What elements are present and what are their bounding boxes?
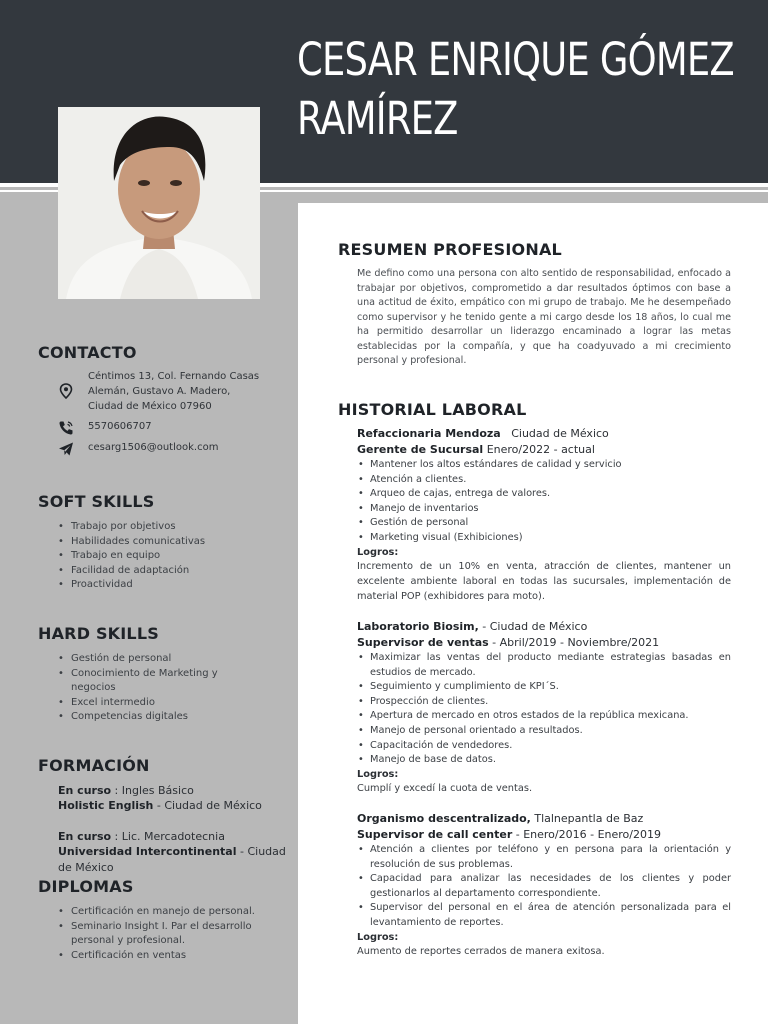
education-location: - Ciudad de México <box>58 845 286 874</box>
list-item: • Habilidades comunicativas <box>56 535 256 550</box>
list-item: • Atención a clientes por teléfono y en persona para la orientación y resolución de sus problemas. <box>357 843 731 872</box>
list-item: • Capacitación de vendedores. <box>357 739 731 754</box>
education-entry <box>58 783 288 814</box>
contact-phone-row <box>58 419 278 435</box>
job-achievements: Incremento de un 10% en venta, atracción de clientes, mantener un excelente ambiente laboral en todas las sucursales, implementación de material POP (exhibidores para moto). <box>357 561 731 602</box>
list-item: • Gestión de personal <box>56 652 231 667</box>
education-course: Lic. Mercadotecnia <box>121 830 225 843</box>
separator: : <box>111 830 122 843</box>
list-item: • Conocimiento de Marketing y negocios <box>56 667 231 696</box>
education-school: Universidad Intercontinental <box>58 845 237 859</box>
candidate-name <box>297 30 734 148</box>
achievements-label: Logros: <box>357 546 399 558</box>
list-item: • Prospección de clientes. <box>357 695 731 710</box>
candidate-name-line2: RAMÍREZ <box>297 92 458 145</box>
education-title: FORMACIÓN <box>38 756 150 775</box>
profile-photo <box>58 107 260 299</box>
job-role: Supervisor de call center <box>357 828 513 841</box>
hard-skills-title: HARD SKILLS <box>38 624 159 643</box>
contact-section-title: CONTACTO <box>38 343 137 362</box>
list-item: • Seminario Insight I. Par el desarrollo personal y profesional. <box>56 920 256 949</box>
list-item: • Trabajo en equipo <box>56 549 256 564</box>
list-item: • Facilidad de adaptación <box>56 564 256 579</box>
list-item: • Manejo de personal orientado a resultados. <box>357 724 731 739</box>
job-tasks <box>357 651 731 768</box>
job-city: - Ciudad de México <box>478 620 588 633</box>
contact-phone[interactable]: 5570606707 <box>88 421 152 432</box>
education-location: - Ciudad de México <box>153 799 262 813</box>
list-item: • Maximizar las ventas del producto mediante estrategias basadas en estudios de mercado. <box>357 651 731 680</box>
job-city: Ciudad de México <box>500 427 609 440</box>
achievements-label: Logros: <box>357 768 399 780</box>
list-item: • Gestión de personal <box>357 516 731 531</box>
job-entry <box>357 811 731 960</box>
list-item: • Apertura de mercado en otros estados de la república mexicana. <box>357 709 731 724</box>
list-item: • Certificación en manejo de personal. <box>56 905 256 920</box>
job-achievements: Aumento de reportes cerrados de manera exitosa. <box>357 946 605 958</box>
job-role: Supervisor de ventas <box>357 636 489 649</box>
work-history-title: HISTORIAL LABORAL <box>338 400 527 419</box>
list-item: • Competencias digitales <box>56 710 231 725</box>
list-item: • Mantener los altos estándares de calidad y servicio <box>357 458 731 473</box>
list-item: • Atención a clientes. <box>357 473 731 488</box>
education-school: Holistic English <box>58 799 154 813</box>
contact-email-row <box>58 440 278 456</box>
list-item: • Marketing visual (Exhibiciones) <box>357 531 731 546</box>
paper-plane-icon <box>58 441 74 457</box>
job-city: Tlalnepantla de Baz <box>530 812 644 825</box>
job-company: Laboratorio Biosim, <box>357 620 479 633</box>
address-line: Céntimos 13, Col. Fernando Casas <box>88 371 260 382</box>
education-course: Ingles Básico <box>121 784 194 797</box>
list-item: • Trabajo por objetivos <box>56 520 256 535</box>
diplomas-list <box>56 905 256 963</box>
job-entry <box>357 619 731 797</box>
list-item: • Proactividad <box>56 578 256 593</box>
list-item: • Manejo de inventarios <box>357 502 731 517</box>
diplomas-title: DIPLOMAS <box>38 877 134 896</box>
job-dates: Enero/2022 - actual <box>483 443 595 456</box>
soft-skills-title: SOFT SKILLS <box>38 492 155 511</box>
education-entry <box>58 829 288 875</box>
list-item: • Certificación en ventas <box>56 949 256 964</box>
achievements-label: Logros: <box>357 931 399 943</box>
job-tasks <box>357 458 731 546</box>
job-achievements: Cumplí y excedí la cuota de ventas. <box>357 783 533 795</box>
list-item: • Excel intermedio <box>56 696 231 711</box>
job-tasks <box>357 843 731 931</box>
separator: : <box>111 784 122 797</box>
summary-title: RESUMEN PROFESIONAL <box>338 240 562 259</box>
job-dates: - Enero/2016 - Enero/2019 <box>512 828 661 841</box>
job-company: Organismo descentralizado, <box>357 812 531 825</box>
summary-text: Me defino como una persona con alto sentido de responsabilidad, enfocado a trabajar por objetivos, comprometido a dar resultados óptimos con base a una actitud de éxito, empático con mi grupo de trabajo. Me he desempeñado como supervisor y he tenido gente a mi cargo desde los 18 años, lo cual me ha permitido desarrollar un liderazgo encaminado a lograr las metas establecidas por la compañía, y que ha coadyuvado a mi crecimiento personal y profesional. <box>357 268 731 366</box>
job-role: Gerente de Sucursal <box>357 443 484 456</box>
address-line: Alemán, Gustavo A. Madero, <box>88 386 231 397</box>
sidebar <box>0 203 298 1024</box>
list-item: • Capacidad para analizar las necesidades de los clientes y poder gestionarlos al departamento correspondiente. <box>357 872 731 901</box>
education-status: En curso <box>58 784 112 797</box>
list-item: • Manejo de base de datos. <box>357 753 731 768</box>
contact-address-row <box>58 369 278 415</box>
list-item: • Seguimiento y cumplimiento de KPI´S. <box>357 680 731 695</box>
phone-icon <box>58 420 74 436</box>
education-status: En curso <box>58 830 112 843</box>
contact-email[interactable]: cesarg1506@outlook.com <box>88 442 219 453</box>
location-pin-icon <box>58 383 74 399</box>
hard-skills-list <box>56 652 231 725</box>
candidate-name-line1: CESAR ENRIQUE GÓMEZ <box>297 33 734 86</box>
address-line: Ciudad de México 07960 <box>88 401 212 412</box>
contact-address <box>88 369 273 414</box>
soft-skills-list <box>56 520 256 593</box>
list-item: • Arqueo de cajas, entrega de valores. <box>357 487 731 502</box>
list-item: • Supervisor del personal en el área de atención personalizada para el levantamiento de reportes. <box>357 901 731 930</box>
job-entry <box>357 426 731 604</box>
job-dates: - Abril/2019 - Noviembre/2021 <box>488 636 660 649</box>
job-company: Refaccionaria Mendoza <box>357 427 501 440</box>
